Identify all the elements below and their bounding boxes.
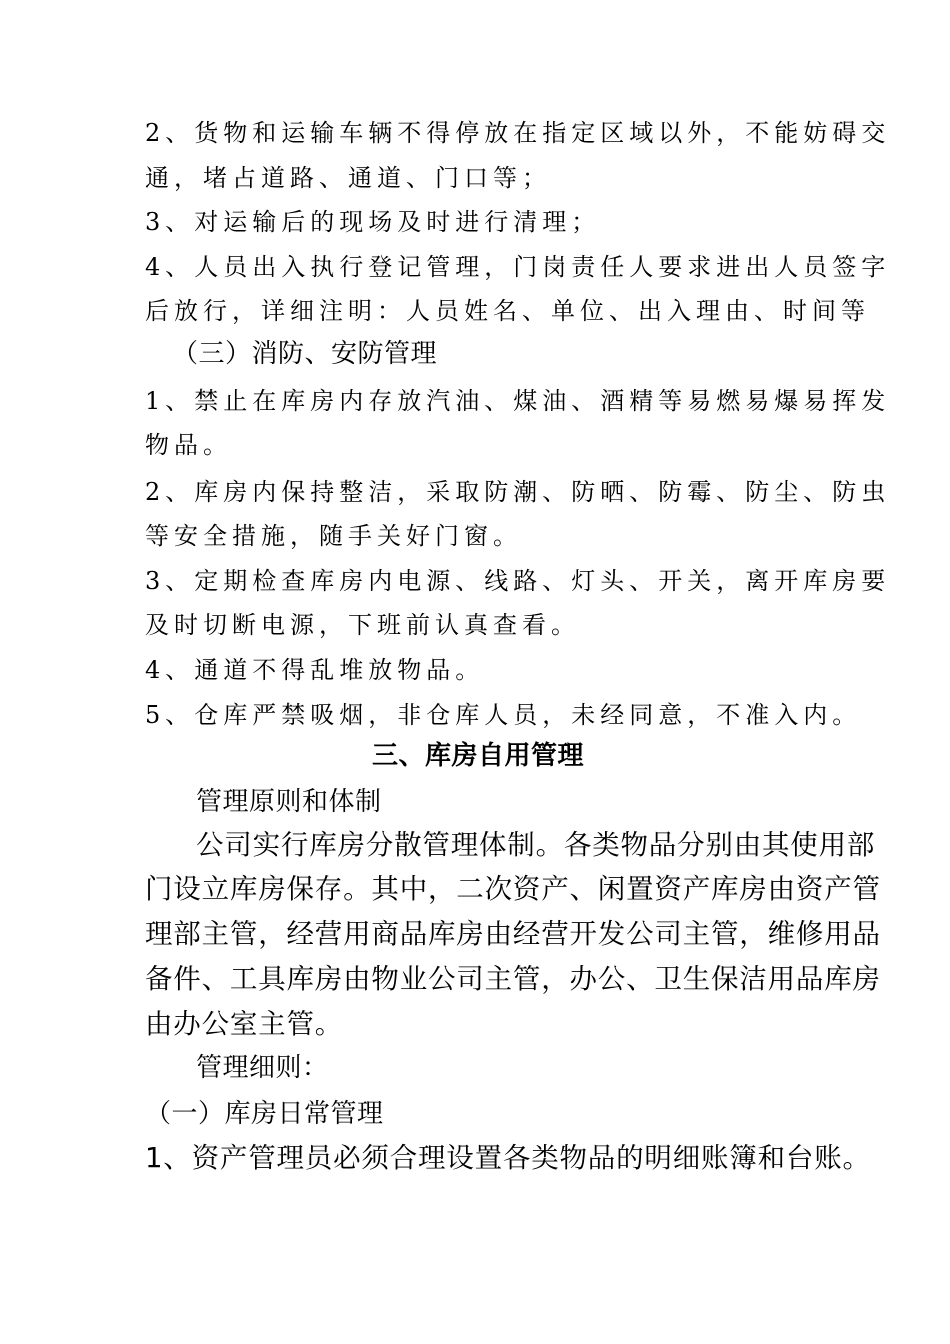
subheading-rules: 管理细则：: [196, 1053, 329, 1083]
text-line: 1、禁止在库房内存放汽油、煤油、酒精等易燃易爆易挥发: [145, 387, 891, 415]
paragraph-line: 理部主管，经营用商品库房由经营开发公司主管，维修用品: [145, 918, 881, 950]
text-line: 4、人员出入执行登记管理，门岗责任人要求进出人员签字: [145, 253, 891, 281]
text-line: 2、库房内保持整洁，采取防潮、防晒、防霉、防尘、防虫: [145, 478, 891, 506]
subheading-principles: 管理原则和体制: [196, 787, 382, 817]
paragraph-line: 备件、工具库房由物业公司主管，办公、卫生保洁用品库房: [145, 963, 881, 995]
text-line: 及时切断电源，下班前认真查看。: [145, 611, 580, 639]
text-line: 4、通道不得乱堆放物品。: [145, 656, 485, 684]
section-heading-fire-security: （三）消防、安防管理: [172, 339, 438, 369]
text-line: 等安全措施，随手关好门窗。: [145, 522, 522, 550]
text-line: 后放行，详细注明：人员姓名、单位、出入理由、时间等: [145, 297, 870, 325]
text-line: 物品。: [145, 431, 232, 459]
text-line: 通，堵占道路、通道、门口等；: [145, 164, 551, 192]
paragraph-line: 1、资产管理员必须合理设置各类物品的明细账簿和台账。: [145, 1142, 871, 1174]
text-line: 3、定期检查库房内电源、线路、灯头、开关，离开库房要: [145, 567, 891, 595]
paragraph-line: 门设立库房保存。其中，二次资产、闲置资产库房由资产管: [145, 873, 881, 905]
section-title: 三、库房自用管理: [372, 741, 585, 771]
text-line: 5、仓库严禁吸烟，非仓库人员，未经同意，不准入内。: [145, 701, 862, 729]
paragraph-line: 公司实行库房分散管理体制。各类物品分别由其使用部: [196, 829, 876, 861]
text-line: 2、货物和运输车辆不得停放在指定区域以外，不能妨碍交: [145, 119, 891, 147]
subheading-daily-management: （一）库房日常管理: [145, 1099, 384, 1129]
paragraph-line: 由办公室主管。: [145, 1008, 344, 1040]
text-line: 3、对运输后的现场及时进行清理；: [145, 208, 601, 236]
